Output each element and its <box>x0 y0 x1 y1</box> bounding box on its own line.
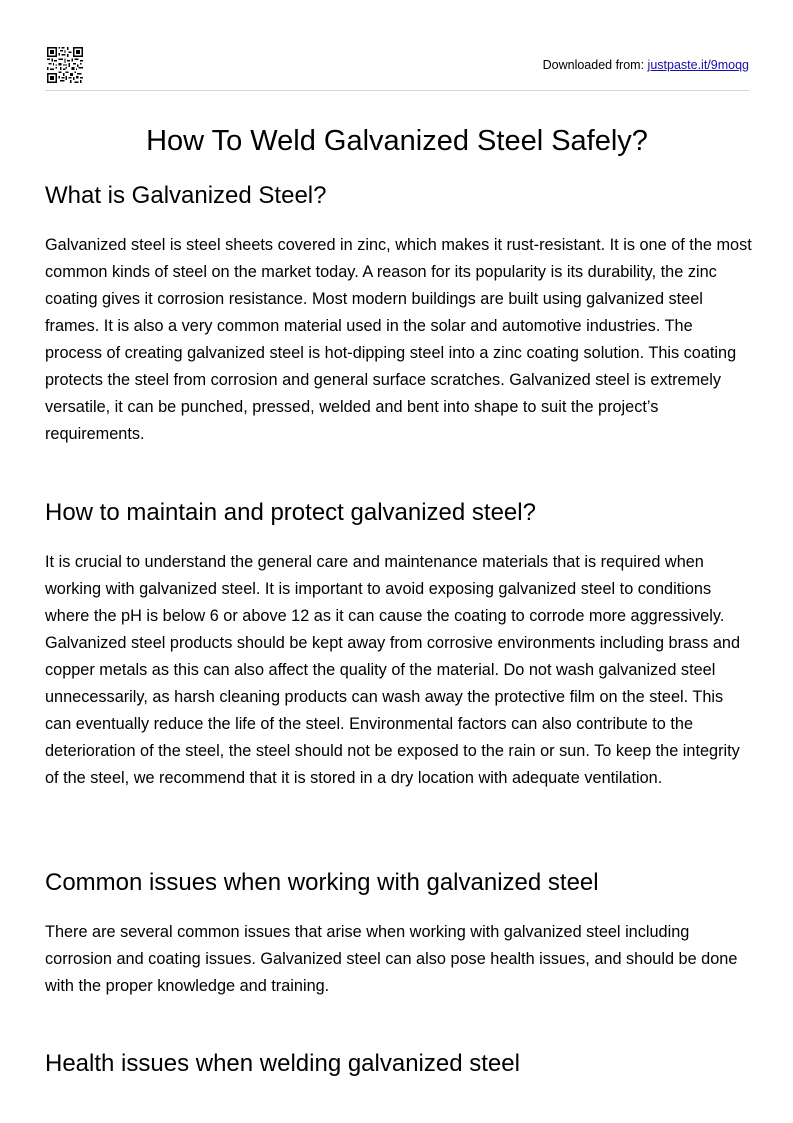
page-header <box>45 46 749 91</box>
section-heading-maintain-protect: How to maintain and protect galvanized steel? <box>45 499 536 526</box>
page-title: How To Weld Galvanized Steel Safely? <box>146 125 648 157</box>
qr-code-icon <box>47 47 83 83</box>
section-body-what-is-galvanized-steel: Galvanized steel is steel sheets covered in zinc, which makes it rust-resistant. It is one of the most common kinds of steel on the market today. A reason for its popularity is its durability, the zinc coating gives it corrosion resistance. Most modern buildings are built using galvanized steel frames. It is also a very common material used in the solar and automotive industries. The process of creating galvanized steel is hot-dipping steel into a zinc coating solution. This coating protects the steel from corrosion and general surface scratches. Galvanized steel is extremely versatile, it can be punched, pressed, welded and bent into shape to suit the project’s requirements. <box>45 236 752 443</box>
section-heading-health-issues: Health issues when welding galvanized steel <box>45 1050 520 1077</box>
source-link[interactable]: justpaste.it/9moqg <box>647 58 749 72</box>
downloaded-from-label: Downloaded from: <box>542 58 645 72</box>
section-heading-what-is-galvanized-steel: What is Galvanized Steel? <box>45 182 327 209</box>
section-body-maintain-protect: It is crucial to understand the general care and maintenance materials that is required when working with galvanized steel. It is important to avoid exposing galvanized steel to conditions where the pH is below 6 or above 12 as it can cause the coating to corrode more aggressively. Galvanized steel products should be kept away from corrosive environments including brass and copper metals as this can also affect the quality of the material. Do not wash galvanized steel unnecessarily, as harsh cleaning products can wash away the protective film on the steel. This can eventually reduce the life of the steel. Environmental factors can also contribute to the deterioration of the steel, the steel should not be exposed to the rain or sun. To keep the integrity of the steel, we recommend that it is stored in a dry location with adequate ventilation. <box>45 553 741 787</box>
section-heading-common-issues: Common issues when working with galvanized steel <box>45 869 599 896</box>
section-body-common-issues: There are several common issues that arise when working with galvanized steel including corrosion and coating issues. Galvanized steel can also pose health issues, and should be done with the proper knowledge and training. <box>45 923 738 995</box>
download-source <box>543 58 749 72</box>
